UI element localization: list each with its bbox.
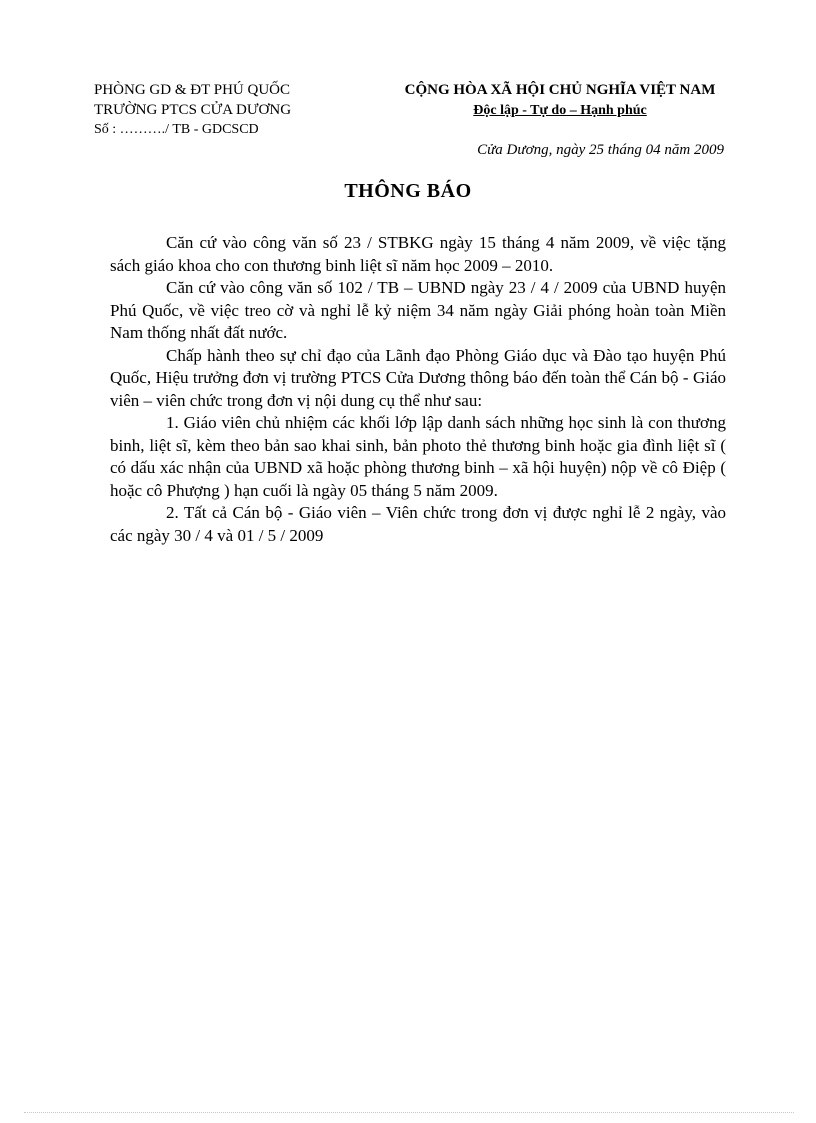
document-body (110, 232, 726, 547)
document-title: THÔNG BÁO (344, 180, 472, 202)
national-motto-block (390, 80, 730, 121)
paragraph-item-1: 1. Giáo viên chủ nhiệm các khối lớp lập danh sách những học sinh là con thương binh, liệt sĩ, kèm theo bản sao khai sinh, bản photo thẻ thương binh hoặc gia đình liệt sĩ ( có dấu xác nhận của UBND xã hoặc phòng thương binh – xã hội huyện) nộp về cô Điệp ( hoặc cô Phượng ) hạn cuối là ngày 05 tháng 5 năm 2009. (110, 413, 726, 500)
document-number: Số : ………./ TB - GDCSCD (94, 122, 259, 137)
page-bottom-divider (24, 1112, 794, 1113)
place-date-line: Cửa Dương, ngày 25 tháng 04 năm 2009 (477, 142, 724, 158)
issuing-agency-block (94, 80, 291, 140)
paragraph-item-2: 2. Tất cả Cán bộ - Giáo viên – Viên chức trong đơn vị được nghỉ lễ 2 ngày, vào các ngày 30 / 4 và 01 / 5 / 2009 (110, 503, 726, 545)
paragraph-reference-2: Căn cứ vào công văn số 102 / TB – UBND ngày 23 / 4 / 2009 của UBND huyện Phú Quốc, về việc treo cờ và nghỉ lễ kỷ niệm 34 năm ngày Giải phóng hoàn toàn Miền Nam thống nhất đất nước. (110, 278, 726, 342)
paragraph-reference-1: Căn cứ vào công văn số 23 / STBKG ngày 15 tháng 4 năm 2009, về việc tặng sách giáo khoa cho con thương binh liệt sĩ năm học 2009 – 2010. (110, 233, 726, 275)
paragraph-directive: Chấp hành theo sự chỉ đạo của Lãnh đạo Phòng Giáo dục và Đào tạo huyện Phú Quốc, Hiệu trưởng đơn vị trường PTCS Cửa Dương thông báo đến toàn thể Cán bộ - Giáo viên – viên chức trong đơn vị nội dung cụ thể như sau: (110, 345, 726, 410)
department-name: PHÒNG GD & ĐT PHÚ QUỐC (94, 82, 290, 98)
national-motto: Độc lập - Tự do – Hạnh phúc (473, 103, 647, 118)
country-name: CỘNG HÒA XÃ HỘI CHỦ NGHĨA VIỆT NAM (404, 82, 716, 98)
school-name: TRƯỜNG PTCS CỬA DƯƠNG (94, 102, 292, 118)
